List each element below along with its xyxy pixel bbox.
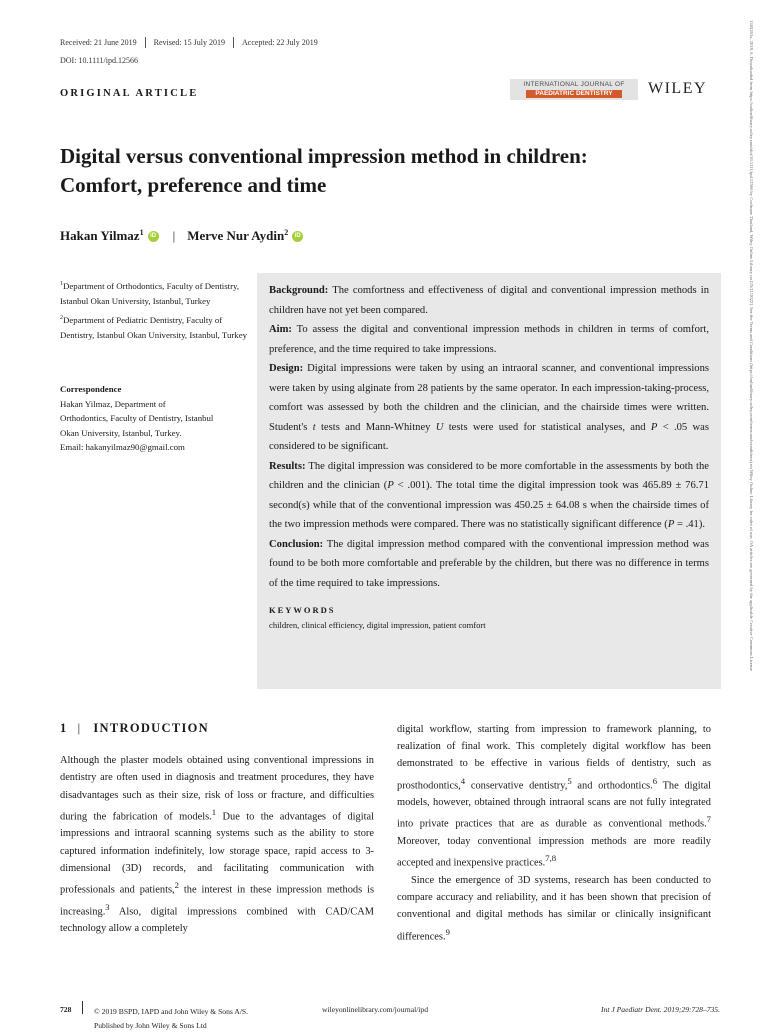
title-line-2: Comfort, preference and time xyxy=(60,173,327,197)
article-type: ORIGINAL ARTICLE xyxy=(60,88,199,99)
section-number: 1 xyxy=(60,721,68,735)
citation-ref[interactable]: 5 xyxy=(567,775,572,786)
citation-ref[interactable]: 7 xyxy=(706,814,711,825)
citation-ref[interactable]: 4 xyxy=(460,775,466,786)
section-separator: | xyxy=(77,721,82,735)
abstract-aim: Aim: To assess the digital and conventional impression methods in children in terms of comfort, preference, and the time required to take impressions. xyxy=(269,324,709,355)
received-date: Received: 21 June 2019 xyxy=(60,37,146,48)
intro-paragraph-2: digital workflow, starting from impression to framework planning, to realization of final work. This completely digital workflow has been demonstrated to be effective in various fields of dentistry, such as prosthodontics,$^4$ conservative dentistry,$^5$ and orthodontics.$^6$ The digital models, however, obtained through intraoral scans are not fully integrated into private practices that are as durable as conventional methods.$^7$ Moreover, today conventional impression methods are more readily accepted and inexpensive practices.$^{7,8}$ xyxy=(397,724,711,869)
journal-logo[interactable] xyxy=(510,79,638,100)
orcid-icon[interactable]: iD xyxy=(148,231,159,242)
section-heading-introduction xyxy=(60,720,374,737)
footer-copyright: © 2019 BSPD, IAPD and John Wiley & Sons A/S. Published by John Wiley & Sons Ltd xyxy=(94,1007,249,1030)
journal-logo-line1: INTERNATIONAL JOURNAL OF xyxy=(523,81,625,88)
article-dates xyxy=(60,37,334,48)
journal-logo-line2: PAEDIATRIC DENTISTRY xyxy=(526,90,622,98)
citation-ref[interactable]: 6 xyxy=(652,775,658,786)
revised-date: Revised: 15 July 2019 xyxy=(154,37,234,48)
keywords-heading: KEYWORDS xyxy=(269,605,336,615)
author-name: Merve Nur Aydin xyxy=(187,228,285,243)
abstract-background: Background: The comfortness and effectiveness of digital and conventional impression methods in children have not yet been compared. xyxy=(269,285,709,316)
abstract-box xyxy=(257,273,721,689)
body-column-right xyxy=(397,721,711,945)
intro-paragraph-1: Although the plaster models obtained using conventional impressions in dentistry are often used in diagnosis and treatment procedures, they have disadvantages such as their size, risk of loss or fracture, and difficulties during the fabrication of models.$^1$ Due to the advantages of digital impressions and intraoral scanning systems such as the ability to store captured information indefinitely, low storage space, rapid access to 3-dimensional (3D) records, and facilitating communication with professionals and patients,$^2$ the interest in these impression methods is increasing.$^3$ Also, digital impressions combined with CAD/CAM technology allow a completely xyxy=(60,755,375,935)
author-list xyxy=(60,228,303,244)
correspondence: Correspondence Hakan Yilmaz, Department of Orthodontics, Faculty of Dentistry, Istanbul Okan University, Istanbul, Turkey. Email: hakanyilmaz90@gmail.com xyxy=(60,382,256,455)
author-1[interactable] xyxy=(60,228,159,244)
publisher-logo[interactable]: WILEY xyxy=(648,80,708,97)
page-number: 728 xyxy=(60,1005,72,1014)
author-separator: | xyxy=(172,228,176,243)
citation-ref[interactable]: 9 xyxy=(445,926,450,937)
abstract-design: Design: Digital impressions were taken by using an intraoral scanner, and conventional impressions were taken by using alginate from 28 patients by the same operator. In each impression-taking-process, comfort was assessed by both the children and the clinician, and the chairside times were written. Student's t tests and Mann-Whitney U tests were used for statistical analyses, and P < .05 was considered to be significant. xyxy=(269,363,710,452)
download-side-note: 1365263x, 2019, 6, Downloaded from https://onlinelibrary.wiley.com/doi/10.1111/ipd.12566 by Cochrane Thailand, Wiley Online Library on [25/11/2022]. See the Terms and Conditions (https://onlinelibrary.wiley.com/terms-and-conditions) on Wiley Online Library for rules of use; OA articles are governed by the applicable Creative Commons License xyxy=(749,20,754,672)
journal-citation: Int J Paediatr Dent. 2019;29:728–735. xyxy=(601,1005,720,1014)
citation-ref[interactable]: 7,8 xyxy=(545,853,557,864)
keywords-list: children, clinical efficiency, digital impression, patient comfort xyxy=(269,620,486,630)
author-affil-sup: 2 xyxy=(284,227,289,237)
citation-ref[interactable]: 3 xyxy=(105,901,110,912)
abstract-results: Results: The digital impression was considered to be more comfortable in the assessments by both the children and the clinician (P < .001). The total time the digital impression took was 465.89 ± 76.71 second(s) while that of the conventional impression was 450.25 ± 64.08 s when the chairside times of the two impression methods were compared. There was no statistically significant difference (P = .41). xyxy=(269,460,709,530)
correspondence-email[interactable]: Email: hakanyilmaz90@gmail.com xyxy=(60,442,185,452)
article-title xyxy=(60,142,700,200)
journal-url[interactable]: wileyonlinelibrary.com/journal/ipd xyxy=(322,1005,429,1014)
affiliation-1: $^1$Department of Orthodontics, Faculty of Dentistry, Istanbul Okan University, Istanbul, Turkey xyxy=(60,280,240,306)
author-name: Hakan Yilmaz xyxy=(60,228,140,243)
affiliations xyxy=(60,277,256,345)
doi[interactable]: DOI: 10.1111/ipd.12566 xyxy=(60,56,138,65)
affiliation-2: $^2$Department of Pediatric Dentistry, Faculty of Dentistry, Istanbul Okan University, Istanbul, Turkey xyxy=(60,314,247,340)
author-affil-sup: 1 xyxy=(139,227,144,237)
author-2[interactable] xyxy=(187,228,303,244)
footer-divider xyxy=(82,1001,83,1014)
abstract-conclusion: Conclusion: The digital impression method compared with the conventional impression method was found to be both more comfortable and preferable by the children, but there was no difference in terms of the time required to take impressions. xyxy=(269,538,709,589)
citation-ref[interactable]: 2 xyxy=(174,880,179,891)
accepted-date: Accepted: 22 July 2019 xyxy=(242,38,318,47)
correspondence-heading: Correspondence xyxy=(60,384,122,394)
orcid-icon[interactable]: iD xyxy=(292,231,303,242)
title-line-1: Digital versus conventional impression method in children: xyxy=(60,144,588,168)
intro-paragraph-3: Since the emergence of 3D systems, research has been conducted to compare accuracy and reliability, and it has been shown that precision of conventional and digital methods has similar or clinically insignificant differences.$^9$ xyxy=(397,875,711,943)
citation-ref[interactable]: 1 xyxy=(211,806,217,817)
section-title: INTRODUCTION xyxy=(93,721,209,735)
body-column-left xyxy=(60,720,374,938)
